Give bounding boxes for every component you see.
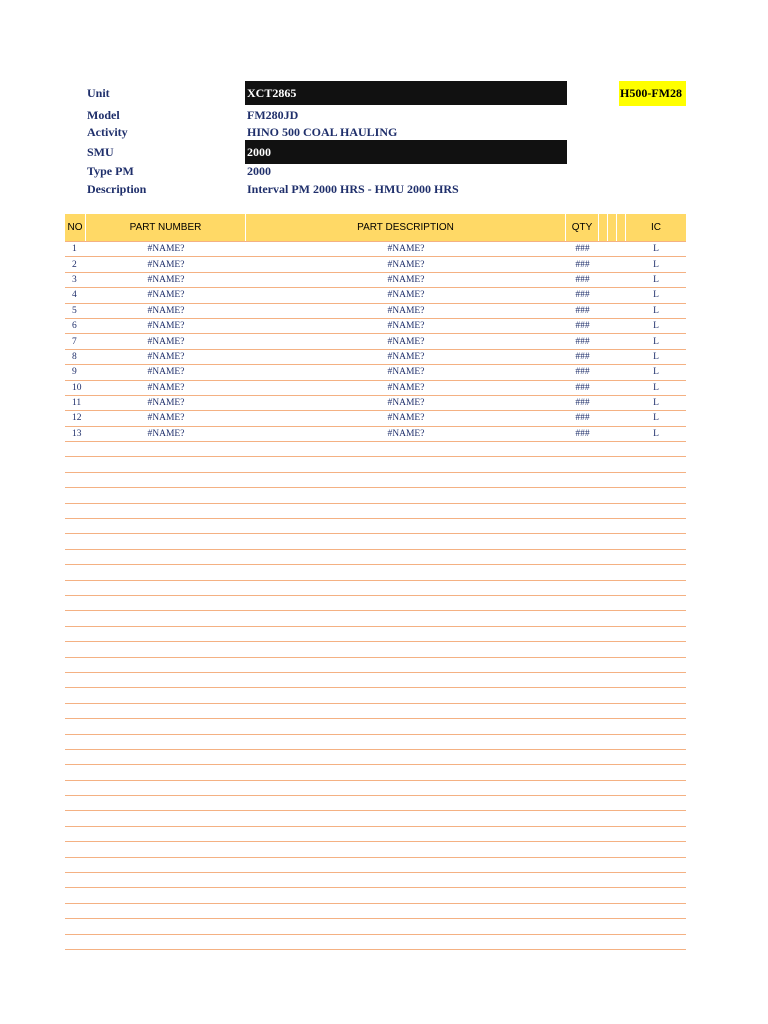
- empty-table-row[interactable]: [65, 704, 686, 719]
- table-row: [65, 427, 686, 442]
- cell-blank[interactable]: [599, 257, 608, 271]
- cell-qty[interactable]: ###: [575, 274, 590, 285]
- cell-no[interactable]: 1: [72, 244, 77, 255]
- cell-no[interactable]: 5: [72, 305, 77, 316]
- cell-blank[interactable]: [608, 427, 617, 441]
- empty-table-row[interactable]: [65, 565, 686, 580]
- cell-no[interactable]: 8: [72, 351, 77, 362]
- cell-blank[interactable]: [617, 427, 626, 441]
- cell-blank[interactable]: [617, 304, 626, 318]
- empty-table-row[interactable]: [65, 750, 686, 765]
- cell-part-number[interactable]: #NAME?: [147, 336, 185, 347]
- cell-blank[interactable]: [599, 273, 608, 287]
- cell-blank[interactable]: [599, 427, 608, 441]
- cell-part-description[interactable]: #NAME?: [387, 398, 425, 409]
- cell-blank[interactable]: [599, 411, 608, 425]
- description-value[interactable]: Interval PM 2000 HRS - HMU 2000 HRS: [247, 182, 459, 196]
- cell-ic[interactable]: L: [653, 305, 659, 316]
- cell-blank[interactable]: [599, 304, 608, 318]
- table-row: [65, 288, 686, 303]
- empty-table-row[interactable]: [65, 858, 686, 873]
- cell-qty[interactable]: ###: [575, 413, 590, 424]
- table-row: [65, 365, 686, 380]
- cell-no[interactable]: 11: [72, 398, 82, 409]
- cell-blank[interactable]: [599, 334, 608, 348]
- cell-part-number[interactable]: #NAME?: [147, 398, 185, 409]
- empty-table-row[interactable]: [65, 827, 686, 842]
- cell-ic[interactable]: L: [653, 336, 659, 347]
- empty-table-row[interactable]: [65, 888, 686, 903]
- table-row: [65, 411, 686, 426]
- cell-ic[interactable]: L: [653, 398, 659, 409]
- empty-table-row[interactable]: [65, 473, 686, 488]
- column-header-blank[interactable]: [617, 214, 626, 241]
- cell-ic[interactable]: L: [653, 351, 659, 362]
- empty-table-row[interactable]: [65, 488, 686, 503]
- empty-table-row[interactable]: [65, 811, 686, 826]
- cell-blank[interactable]: [617, 257, 626, 271]
- cell-ic[interactable]: L: [653, 259, 659, 270]
- parts-table: [65, 214, 686, 950]
- cell-no[interactable]: 9: [72, 367, 77, 378]
- table-header-row: [65, 214, 686, 242]
- table-row: [65, 319, 686, 334]
- empty-table-row[interactable]: [65, 442, 686, 457]
- cell-blank[interactable]: [617, 365, 626, 379]
- empty-table-row[interactable]: [65, 457, 686, 472]
- cell-part-number[interactable]: #NAME?: [147, 428, 185, 439]
- cell-part-description[interactable]: #NAME?: [387, 244, 425, 255]
- model-value[interactable]: FM280JD: [247, 108, 299, 122]
- smu-label: SMU: [87, 145, 114, 159]
- cell-blank[interactable]: [608, 350, 617, 364]
- column-header-part-number[interactable]: PART NUMBER: [86, 214, 246, 241]
- activity-value[interactable]: HINO 500 COAL HAULING: [247, 125, 398, 139]
- type-pm-value[interactable]: 2000: [247, 164, 271, 178]
- cell-qty[interactable]: ###: [575, 428, 590, 439]
- cell-no[interactable]: 6: [72, 321, 77, 332]
- empty-table-row[interactable]: [65, 919, 686, 934]
- cell-blank[interactable]: [617, 350, 626, 364]
- cell-qty[interactable]: ###: [575, 259, 590, 270]
- empty-rows: [65, 442, 686, 950]
- cell-part-description[interactable]: #NAME?: [387, 259, 425, 270]
- cell-ic[interactable]: L: [653, 290, 659, 301]
- cell-qty[interactable]: ###: [575, 305, 590, 316]
- cell-part-number[interactable]: #NAME?: [147, 351, 185, 362]
- cell-qty[interactable]: ###: [575, 367, 590, 378]
- cell-blank[interactable]: [608, 334, 617, 348]
- cell-blank[interactable]: [617, 242, 626, 256]
- table-row: [65, 304, 686, 319]
- cell-part-number[interactable]: #NAME?: [147, 367, 185, 378]
- cell-qty[interactable]: ###: [575, 398, 590, 409]
- cell-no[interactable]: 13: [72, 428, 82, 439]
- cell-no[interactable]: 12: [72, 413, 82, 424]
- unit-value-cell[interactable]: [245, 81, 567, 105]
- cell-blank[interactable]: [617, 319, 626, 333]
- cell-part-number[interactable]: #NAME?: [147, 244, 185, 255]
- cell-blank[interactable]: [599, 381, 608, 395]
- cell-blank[interactable]: [608, 257, 617, 271]
- empty-table-row[interactable]: [65, 504, 686, 519]
- empty-table-row[interactable]: [65, 519, 686, 534]
- column-header-blank[interactable]: [599, 214, 608, 241]
- table-row: [65, 396, 686, 411]
- activity-label: Activity: [87, 125, 128, 139]
- cell-blank[interactable]: [617, 411, 626, 425]
- cell-qty[interactable]: ###: [575, 382, 590, 393]
- table-row: [65, 381, 686, 396]
- cell-ic[interactable]: L: [653, 274, 659, 285]
- cell-part-number[interactable]: #NAME?: [147, 259, 185, 270]
- empty-table-row[interactable]: [65, 658, 686, 673]
- table-row: [65, 273, 686, 288]
- cell-no[interactable]: 4: [72, 290, 77, 301]
- model-label: Model: [87, 108, 120, 122]
- empty-table-row[interactable]: [65, 781, 686, 796]
- description-label: Description: [87, 182, 147, 196]
- column-header-blank[interactable]: [608, 214, 617, 241]
- cell-blank[interactable]: [599, 319, 608, 333]
- cell-blank[interactable]: [617, 288, 626, 302]
- cell-part-number[interactable]: #NAME?: [147, 305, 185, 316]
- cell-part-number[interactable]: #NAME?: [147, 321, 185, 332]
- cell-blank[interactable]: [608, 381, 617, 395]
- cell-no[interactable]: 7: [72, 336, 77, 347]
- cell-part-number[interactable]: #NAME?: [147, 290, 185, 301]
- cell-no[interactable]: 3: [72, 274, 77, 285]
- cell-qty[interactable]: ###: [575, 336, 590, 347]
- cell-blank[interactable]: [599, 365, 608, 379]
- smu-value: 2000: [247, 145, 271, 159]
- empty-table-row[interactable]: [65, 935, 686, 950]
- table-row: [65, 242, 686, 257]
- cell-blank[interactable]: [608, 396, 617, 410]
- cell-blank[interactable]: [599, 288, 608, 302]
- type-pm-label: Type PM: [87, 164, 134, 178]
- empty-table-row[interactable]: [65, 765, 686, 780]
- table-row: [65, 334, 686, 349]
- cell-blank[interactable]: [617, 396, 626, 410]
- cell-part-description[interactable]: #NAME?: [387, 428, 425, 439]
- unit-code-badge[interactable]: H500-FM28: [619, 81, 686, 106]
- empty-table-row[interactable]: [65, 627, 686, 642]
- empty-table-row[interactable]: [65, 611, 686, 626]
- cell-qty[interactable]: ###: [575, 290, 590, 301]
- empty-table-row[interactable]: [65, 735, 686, 750]
- empty-table-row[interactable]: [65, 581, 686, 596]
- cell-part-number[interactable]: #NAME?: [147, 382, 185, 393]
- cell-part-description[interactable]: #NAME?: [387, 382, 425, 393]
- cell-part-description[interactable]: #NAME?: [387, 336, 425, 347]
- cell-blank[interactable]: [599, 396, 608, 410]
- cell-ic[interactable]: L: [653, 367, 659, 378]
- unit-value: XCT2865: [247, 86, 297, 100]
- cell-blank[interactable]: [599, 242, 608, 256]
- table-row: [65, 350, 686, 365]
- cell-part-description[interactable]: #NAME?: [387, 305, 425, 316]
- empty-table-row[interactable]: [65, 842, 686, 857]
- cell-part-description[interactable]: #NAME?: [387, 274, 425, 285]
- empty-table-row[interactable]: [65, 904, 686, 919]
- empty-table-row[interactable]: [65, 534, 686, 549]
- cell-part-description[interactable]: #NAME?: [387, 413, 425, 424]
- cell-blank[interactable]: [617, 381, 626, 395]
- cell-blank[interactable]: [608, 365, 617, 379]
- cell-part-number[interactable]: #NAME?: [147, 413, 185, 424]
- cell-part-number[interactable]: #NAME?: [147, 274, 185, 285]
- empty-table-row[interactable]: [65, 642, 686, 657]
- table-row: [65, 257, 686, 272]
- cell-ic[interactable]: L: [653, 321, 659, 332]
- cell-blank[interactable]: [599, 350, 608, 364]
- cell-ic[interactable]: L: [653, 428, 659, 439]
- cell-blank[interactable]: [617, 334, 626, 348]
- empty-table-row[interactable]: [65, 596, 686, 611]
- cell-qty[interactable]: ###: [575, 351, 590, 362]
- empty-table-row[interactable]: [65, 688, 686, 703]
- cell-ic[interactable]: L: [653, 382, 659, 393]
- column-header-ic[interactable]: IC: [651, 222, 661, 233]
- cell-qty[interactable]: ###: [575, 321, 590, 332]
- column-header-no[interactable]: NO: [65, 214, 86, 241]
- cell-blank[interactable]: [608, 319, 617, 333]
- empty-table-row[interactable]: [65, 796, 686, 811]
- column-header-part-description[interactable]: PART DESCRIPTION: [246, 214, 566, 241]
- cell-no[interactable]: 2: [72, 259, 77, 270]
- empty-table-row[interactable]: [65, 550, 686, 565]
- cell-blank[interactable]: [608, 242, 617, 256]
- cell-part-description[interactable]: #NAME?: [387, 290, 425, 301]
- cell-blank[interactable]: [608, 411, 617, 425]
- cell-part-description[interactable]: #NAME?: [387, 367, 425, 378]
- cell-blank[interactable]: [608, 304, 617, 318]
- cell-blank[interactable]: [608, 288, 617, 302]
- cell-blank[interactable]: [608, 273, 617, 287]
- cell-qty[interactable]: ###: [575, 244, 590, 255]
- unit-label: Unit: [87, 86, 110, 100]
- cell-part-description[interactable]: #NAME?: [387, 351, 425, 362]
- cell-blank[interactable]: [617, 273, 626, 287]
- smu-value-cell[interactable]: [245, 140, 567, 164]
- table-body: [65, 242, 686, 442]
- empty-table-row[interactable]: [65, 673, 686, 688]
- cell-part-description[interactable]: #NAME?: [387, 321, 425, 332]
- column-header-qty[interactable]: QTY: [566, 214, 599, 241]
- empty-table-row[interactable]: [65, 873, 686, 888]
- empty-table-row[interactable]: [65, 719, 686, 734]
- cell-ic[interactable]: L: [653, 244, 659, 255]
- cell-no[interactable]: 10: [72, 382, 82, 393]
- cell-ic[interactable]: L: [653, 413, 659, 424]
